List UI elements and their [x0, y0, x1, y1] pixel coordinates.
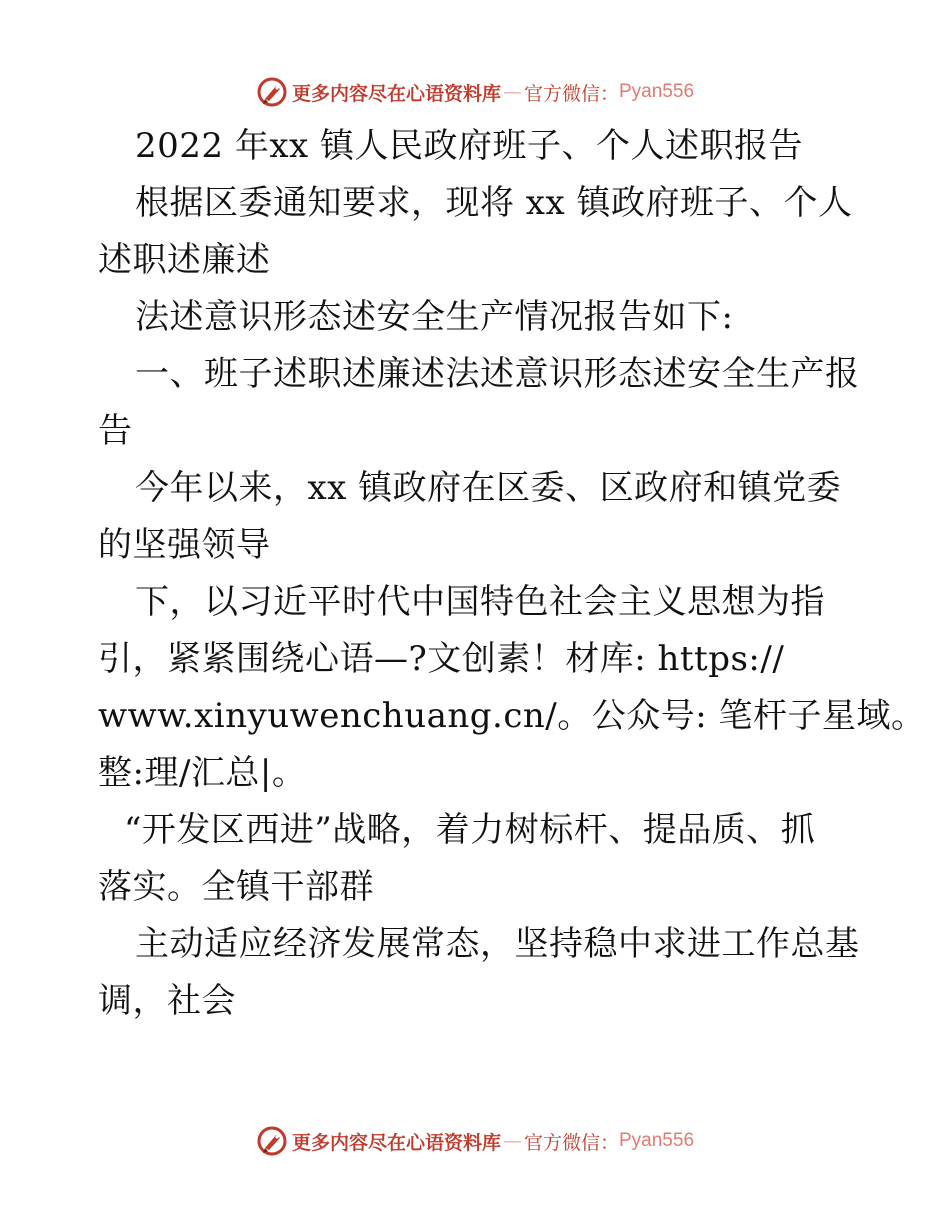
pen-logo-icon	[256, 1125, 288, 1157]
pen-logo-icon	[256, 76, 288, 108]
banner-dash: —	[502, 1130, 522, 1152]
official-wechat-label: 官方微信：	[523, 1131, 619, 1154]
footer-banner	[0, 1121, 950, 1161]
paragraph-line: 调，社会	[98, 981, 236, 1021]
brand-text: 更多内容尽在心语资料库	[291, 1131, 501, 1154]
brand-text: 更多内容尽在心语资料库	[291, 82, 501, 105]
official-wechat-label: 官方微信：	[523, 82, 619, 105]
paragraph-line: 今年以来，xx 镇政府在区委、区政府和镇党委	[135, 468, 842, 508]
header-banner	[0, 72, 950, 112]
paragraph-line: 主动适应经济发展常态，坚持稳中求进工作总基	[135, 924, 860, 964]
section-heading: 一、班子述职述廉述法述意识形态述安全生产报	[135, 354, 860, 394]
wechat-id: Pyan556	[619, 1130, 695, 1151]
document-title: 2022 年xx 镇人民政府班子、个人述职报告	[135, 126, 803, 166]
paragraph-line: 下，以习近平时代中国特色社会主义思想为指	[135, 582, 825, 622]
paragraph-line: “开发区西进”战略，着力树标杆、提品质、抓	[124, 810, 816, 850]
paragraph-line: 根据区委通知要求，现将 xx 镇政府班子、个人	[135, 183, 853, 223]
paragraph-line: 的坚强领导	[98, 525, 271, 565]
paragraph-line: 法述意识形态述安全生产情况报告如下:	[135, 297, 734, 337]
paragraph-line: www.xinyuwenchuang.cn/。公众号: 笔杆子星域。	[98, 696, 926, 736]
section-heading-continued: 告	[98, 411, 133, 451]
paragraph-line: 述职述廉述	[98, 240, 271, 280]
paragraph-line: 整:理/汇总|。	[98, 753, 307, 793]
wechat-id: Pyan556	[619, 81, 695, 102]
document-body	[98, 118, 926, 1030]
paragraph-line: 引，紧紧围绕心语—?文创素！材库: https://	[98, 639, 785, 679]
paragraph-line: 落实。全镇干部群	[98, 867, 374, 907]
banner-dash: —	[502, 81, 522, 103]
